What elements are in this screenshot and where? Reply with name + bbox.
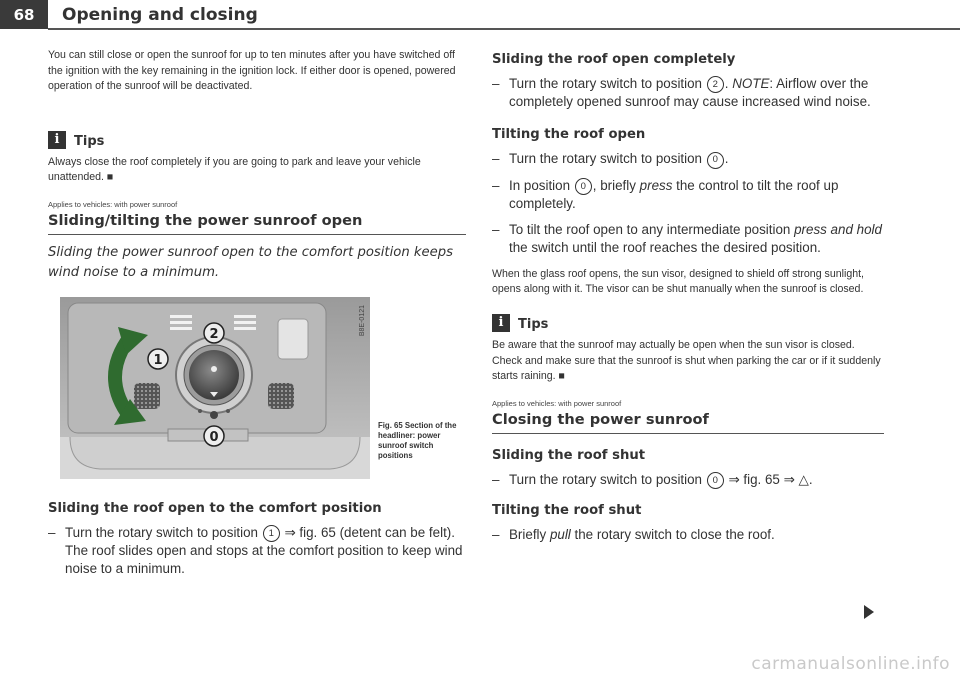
step-tilt-2: – In position 0 , briefly press the control to tilt the roof up completely. — [492, 177, 839, 211]
subheading-comfort-position: Sliding the roof open to the comfort position — [48, 500, 382, 516]
subheading-open-completely: Sliding the roof open completely — [492, 52, 736, 67]
intro-paragraph: You can still close or open the sunroof for up to ten minutes after you have switched off the ignition with the key remaining in the ignition lock. If either door is opened, powered operation of the sunroof will be deactivated. — [48, 49, 456, 93]
figure-label-1: 1 — [153, 352, 163, 368]
figure-label-0: 0 — [209, 429, 219, 445]
figure-block — [48, 297, 466, 479]
step-comfort-position: – Turn the rotary switch to position 1 ⇒ fig. 65 (detent can be felt). The roof slides open and stops at the comfort position to keep wind noise to a minimum. — [48, 524, 463, 577]
figure-code: B8E-0121 — [359, 304, 366, 337]
tips-text-right: Be aware that the sunroof may actually be open when the sun visor is closed. Check and make sure that the sunroof is shut when parking the car or if it suddenly starts raining. ■ — [492, 338, 881, 383]
page-number: 68 — [0, 0, 48, 29]
step-open-completely: – Turn the rotary switch to position 2 . NOTE: Airflow over the completely opened sunroof may cause increased wind noise. — [492, 76, 871, 110]
page-header-title: Opening and closing — [62, 5, 258, 25]
tips-heading-right — [492, 314, 884, 332]
subheading-tilt-shut: Tilting the roof shut — [492, 502, 642, 518]
step-tilt-shut: – Briefly pull the rotary switch to close the roof. — [492, 526, 775, 542]
figure-label-2: 2 — [209, 326, 219, 342]
tips-heading — [48, 131, 466, 149]
section-title: Sliding/tilting the power sunroof open — [48, 212, 466, 235]
left-column — [48, 48, 466, 578]
applies-note: Applies to vehicles: with power sunroof — [48, 199, 178, 209]
section-intro: Sliding the power sunroof open to the comfort position keeps wind noise to a minimum. — [48, 244, 453, 280]
info-icon: i — [48, 131, 66, 149]
sun-visor-paragraph: When the glass roof opens, the sun visor, designed to shield off strong sunlight, opens along with it. The visor can be shut manually when the sunroof is closed. — [492, 267, 864, 296]
warning-icon: △ — [798, 471, 809, 487]
watermark: carmanualsonline.info — [751, 654, 950, 674]
tips-text: Always close the roof completely if you are going to park and leave your vehicle unattended. ■ — [48, 155, 421, 184]
applies-note-right: Applies to vehicles: with power sunroof — [492, 398, 622, 408]
figure-caption: Fig. 65 Section of the headliner: power sunroof switch positions — [378, 420, 457, 460]
section-title-closing: Closing the power sunroof — [492, 411, 884, 434]
step-tilt-3: – To tilt the roof open to any intermediate position press and hold the switch until the roof reaches the desired position. — [492, 221, 882, 255]
tips-label: Tips — [74, 133, 105, 149]
right-column — [492, 52, 884, 544]
headliner-illustration — [60, 297, 370, 479]
info-icon: i — [492, 314, 510, 332]
tips-label: Tips — [518, 316, 549, 332]
sunroof-switch-figure — [60, 297, 370, 479]
subheading-tilt-open: Tilting the roof open — [492, 127, 646, 143]
step-slide-shut: – Turn the rotary switch to position 0 ⇒ fig. 65 ⇒ △. — [492, 471, 884, 489]
position-1-marker: 1 — [263, 525, 280, 542]
step-tilt-1: – Turn the rotary switch to position 0 . — [492, 150, 884, 168]
subheading-slide-shut: Sliding the roof shut — [492, 447, 646, 463]
header-rule — [48, 28, 960, 30]
next-page-arrow-icon[interactable] — [864, 605, 874, 619]
